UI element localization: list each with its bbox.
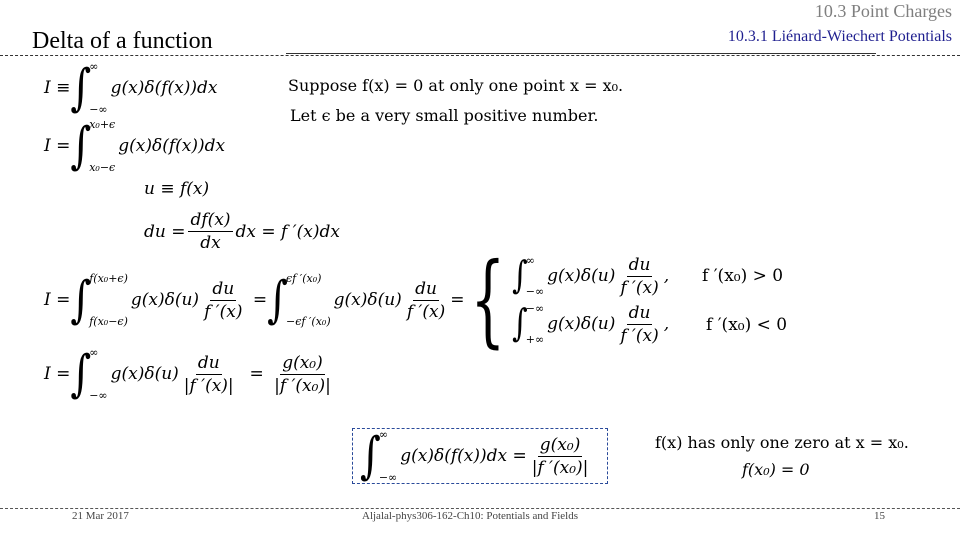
note-one-zero: f(x) has only one zero at x = x₀.: [655, 433, 909, 452]
note-f-of-x0: f(x₀) = 0: [742, 460, 810, 479]
page-number: 15: [874, 510, 885, 522]
equation-substitution: u ≡ f(x): [144, 179, 210, 199]
slide-title: Delta of a function: [32, 28, 213, 54]
header-underline: [286, 53, 876, 54]
boxed-result: ∫ ∞ −∞ g(x)δ(f(x))dx = $\frac{\text{g(x₀)}}{\text{|f ′(x₀)|}}$: [360, 427, 589, 485]
header-divider: [0, 55, 960, 56]
section-title: 10.3 Point Charges: [814, 1, 952, 21]
equation-change-of-variable: I = ∫ f(x₀+ϵ) f(x₀−ϵ) g(x)δ(u) $\frac{du}{f '(x)}$ = ∫ ϵf ′(x₀) −ϵf ′(x₀) g(x)δ(u) $\frac{du}{f '(x)}$ = { ∫ ∞ −∞ g(x)δ(u) $\frac{du}{f '(x)}$ , ∫ −∞ +∞ g(x)δ(u) $\frac{du}{f '(x)}$ ,: [44, 241, 670, 358]
footer-course: Aljalal-phys306-162-Ch10: Potentials and Fields: [362, 510, 579, 522]
case-positive: f ′(x₀) > 0: [702, 266, 784, 286]
footer-divider: [0, 508, 960, 509]
footer-date: 21 Mar 2017: [72, 510, 129, 522]
equation-narrowed-integral: I = ∫ x₀+ϵ x₀−ϵ g(x)δ(f(x))dx: [44, 117, 226, 175]
subsection-title: 10.3.1 Liénard-Wiechert Potentials: [727, 28, 952, 45]
equation-definition: I ≡ ∫ ∞ −∞ g(x)δ(f(x))dx: [44, 59, 218, 117]
equation-result: I = ∫ ∞ −∞ g(x)δ(u) $\frac{du}{|f '(x)|}$ = $\frac{\text{g(x₀)}}{\text{|f ′(x₀)|}}$: [44, 345, 331, 403]
note-suppose: Suppose f(x) = 0 at only one point x = x₀.: [288, 76, 624, 95]
note-epsilon: Let ϵ be a very small positive number.: [290, 106, 599, 125]
equation-differential: du = $\frac{df(x)}{dx}$ dx = f ′(x)dx: [144, 210, 340, 253]
case-negative: f ′(x₀) < 0: [706, 315, 788, 335]
